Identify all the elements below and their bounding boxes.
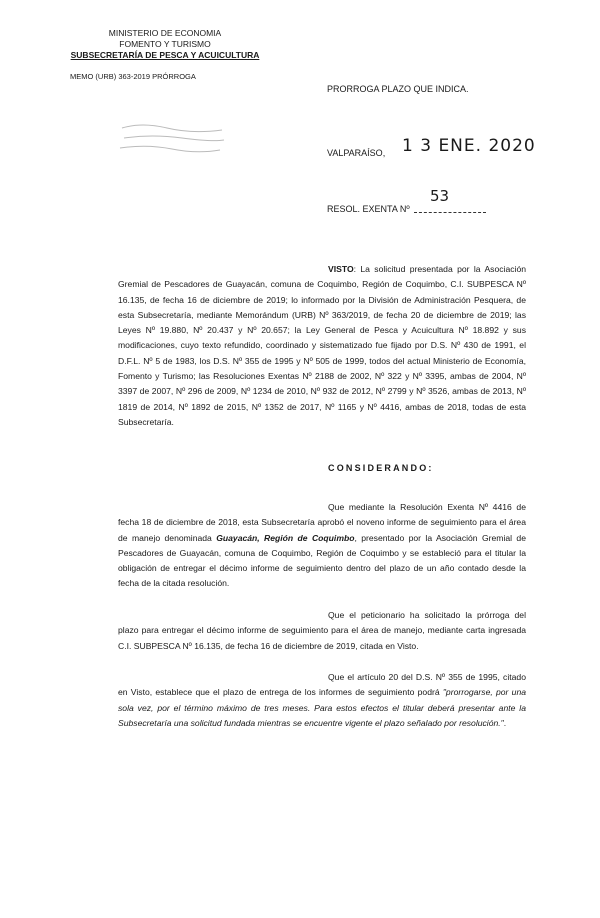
memo-reference: MEMO (URB) 363-2019 PRÓRROGA <box>70 72 196 81</box>
visto-paragraph <box>118 262 526 430</box>
department-name: FOMENTO Y TURISMO <box>119 39 211 49</box>
considerando-heading: CONSIDERANDO: <box>328 463 434 473</box>
considerando-paragraph-3: Que el artículo 20 del D.S. Nº 355 de 1995, citado en Visto, establece que el plazo de entrega de los informes de seguimiento podrá "prorrogarse, por una sola vez, por el término máximo de tres meses. Para estos efectos el titular deberá presentar ante la Subsecretaría una solicitud fundada mientras se encuentre vigente el plazo señalado por resolución.". <box>118 672 526 728</box>
resolution-number-line <box>414 212 486 213</box>
date-stamp: 1 3 ENE. 2020 <box>402 136 536 156</box>
undersecretary-name: SUBSECRETARÍA DE PESCA Y ACUICULTURA <box>70 50 260 60</box>
area-name: Guayacán, Región de Coquimbo <box>216 532 355 543</box>
letterhead <box>70 28 260 61</box>
faded-stamp <box>112 120 232 156</box>
visto-label: VISTO <box>328 264 354 274</box>
resolution-number: 53 <box>430 187 450 205</box>
city-label: VALPARAÍSO, <box>327 148 386 158</box>
regulation-quote: "prorrogarse, por una sola vez, por el término máximo de tres meses. Para estos efectos el titular deberá presentar ante la Subsecretaría una solicitud fundada mientras se encuentre vigente el plazo señalado por resolución." <box>118 687 526 728</box>
ministry-name: MINISTERIO DE ECONOMIA <box>108 28 222 38</box>
considerando-paragraph-2: Que el peticionario ha solicitado la prórroga del plazo para entregar el décimo informe de seguimiento para el área de manejo, mediante carta ingresada C.I. SUBPESCA Nº 16.135, de fecha 16 de diciembre de 2019, citada en Visto. <box>118 610 526 651</box>
document-subject: PRORROGA PLAZO QUE INDICA. <box>327 84 469 94</box>
visto-text: : La solicitud presentada por la Asociación Gremial de Pescadores de Guayacán, comuna de Coquimbo, Región de Coquimbo, C.I. SUBPESCA Nº 16.135, de fecha 16 de diciembre de 2019; lo informado por la División de Administración Pesquera, de esta Subsecretaría, mediante Memorándum (URB) Nº 363/2019, de fecha 20 de diciembre de 2019; las Leyes Nº 19.880, Nº 20.437 y Nº 20.657; la Ley General de Pesca y Acuicultura Nº 18.892 y sus modificaciones, cuyo texto refundido, coordinado y sistematizado fue fijado por D.S. Nº 430 de 1991, el D.F.L. Nº 5 de 1983, los D.S. Nº 355 de 1995 y Nº 505 de 1999, todos del actual Ministerio de Economía, Fomento y Turismo; las Resoluciones Exentas Nº 2188 de 2002, Nº 322 y Nº 3395, ambas de 2004, Nº 3397 de 2007, Nº 296 de 2009, Nº 1234 de 2010, Nº 932 de 2012, Nº 2799 y Nº 3526, ambas de 2013, Nº 1819 de 2014, Nº 1892 de 2015, Nº 1352 de 2017, Nº 1165 y Nº 4416, ambas de 2018, todas de esta Subsecretaría. <box>118 264 526 427</box>
resolution-label: RESOL. EXENTA Nº <box>327 204 410 214</box>
considerando-paragraph-1: Que mediante la Resolución Exenta Nº 4416 de fecha 18 de diciembre de 2018, esta Subsecretaría aprobó el noveno informe de seguimiento para el área de manejo denominada Guayacán, Región de Coquimbo, presentado por la Asociación Gremial de Pescadores de Guayacán, comuna de Coquimbo, Región de Coquimbo y se estableció para el titular la obligación de entregar el décimo informe de seguimiento dentro del plazo de un año contado desde la fecha de la citada resolución. <box>118 502 526 589</box>
